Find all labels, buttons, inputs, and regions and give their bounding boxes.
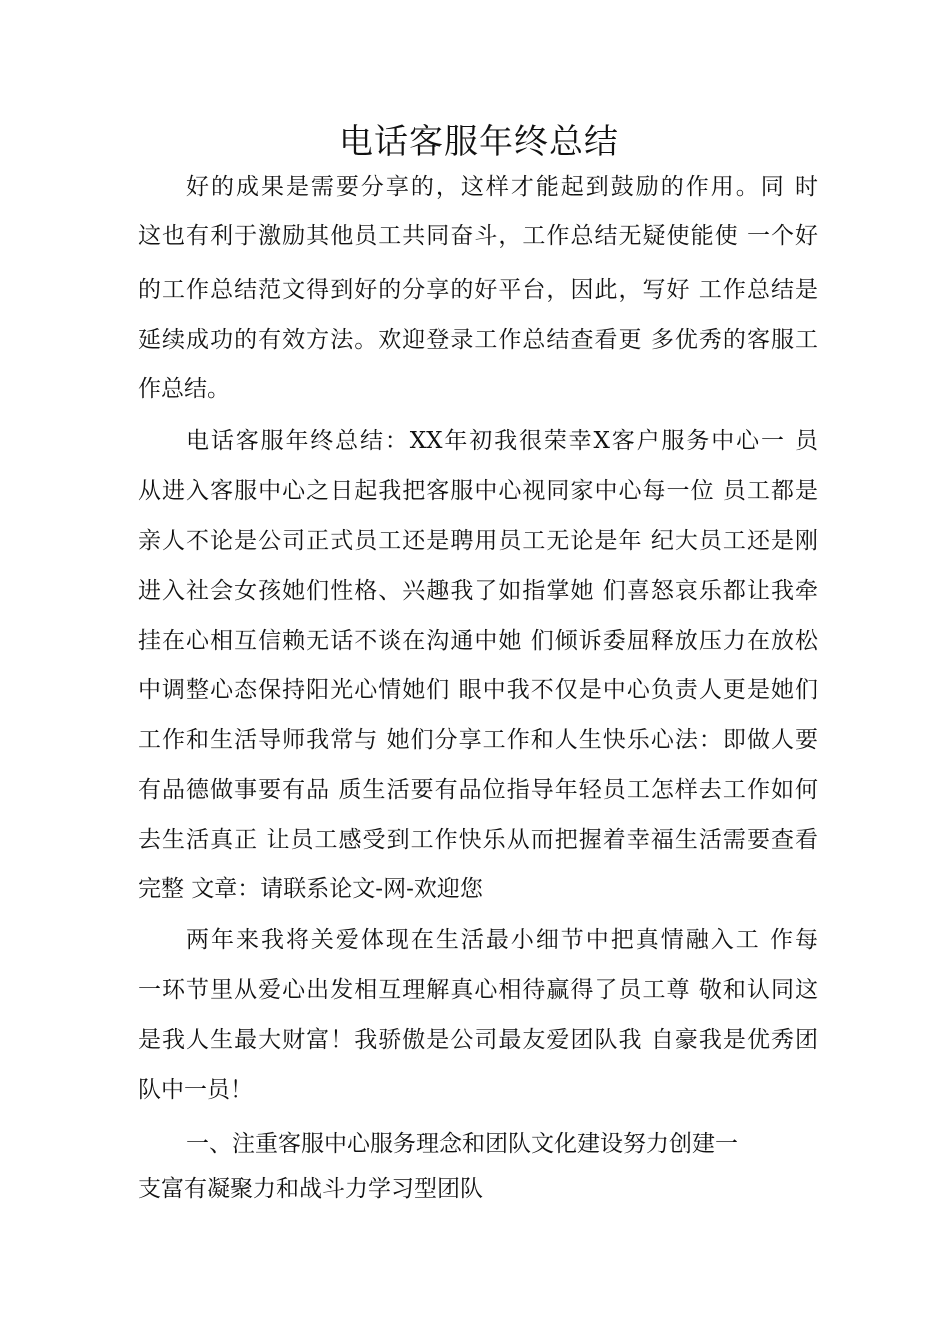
paragraph-2-line-10: 完整 文章：请联系论文-网-欢迎您 (138, 876, 483, 902)
paragraph-2-line-4: 进入社会女孩她们性格、兴趣我了如指掌她 们喜怒哀乐都让我牵 (138, 578, 818, 604)
paragraph-3-line-4: 队中一员！ (138, 1077, 253, 1103)
paragraph-1-line-1: 好的成果是需要分享的，这样才能起到鼓励的作用。同 时 (186, 174, 818, 200)
section-heading-line-1: 一、注重客服中心服务理念和团队文化建设努力创建一 (186, 1131, 738, 1157)
section-heading-line-2: 支富有凝聚力和战斗力学习型团队 (138, 1176, 483, 1202)
paragraph-3-line-2: 一环节里从爱心出发相互理解真心相待赢得了员工尊 敬和认同这 (138, 977, 818, 1003)
paragraph-2-line-7: 工作和生活导师我常与 她们分享工作和人生快乐心法：即做人要 (138, 727, 818, 753)
paragraph-3-line-1: 两年来我将关爱体现在生活最小细节中把真情融入工 作每 (186, 927, 818, 953)
paragraph-1-line-3: 的工作总结范文得到好的分享的好平台，因此，写好 工作总结是 (138, 277, 818, 303)
paragraph-2-line-1: 电话客服年终总结：XX年初我很荣幸X客户服务中心一 员 (186, 428, 818, 454)
paragraph-2-line-5: 挂在心相互信赖无话不谈在沟通中她 们倾诉委屈释放压力在放松 (138, 628, 818, 654)
paragraph-1-line-2: 这也有利于激励其他员工共同奋斗，工作总结无疑使能使 一个好 (138, 223, 818, 249)
paragraph-2-line-9: 去生活真正 让员工感受到工作快乐从而把握着幸福生活需要查看 (138, 827, 818, 853)
paragraph-2-line-6: 中调整心态保持阳光心情她们 眼中我不仅是中心负责人更是她们 (138, 677, 818, 703)
paragraph-2-line-8: 有品德做事要有品 质生活要有品位指导年轻员工怎样去工作如何 (138, 777, 818, 803)
paragraph-1-line-5: 作总结。 (138, 376, 230, 402)
document-title: 电话客服年终总结 (339, 122, 619, 162)
paragraph-3-line-3: 是我人生最大财富！我骄傲是公司最友爱团队我 自豪我是优秀团 (138, 1027, 818, 1053)
paragraph-2-line-3: 亲人不论是公司正式员工还是聘用员工无论是年 纪大员工还是刚 (138, 528, 818, 554)
paragraph-2-line-2: 从进入客服中心之日起我把客服中心视同家中心每一位 员工都是 (138, 478, 818, 504)
paragraph-1-line-4: 延续成功的有效方法。欢迎登录工作总结查看更 多优秀的客服工 (138, 327, 818, 353)
